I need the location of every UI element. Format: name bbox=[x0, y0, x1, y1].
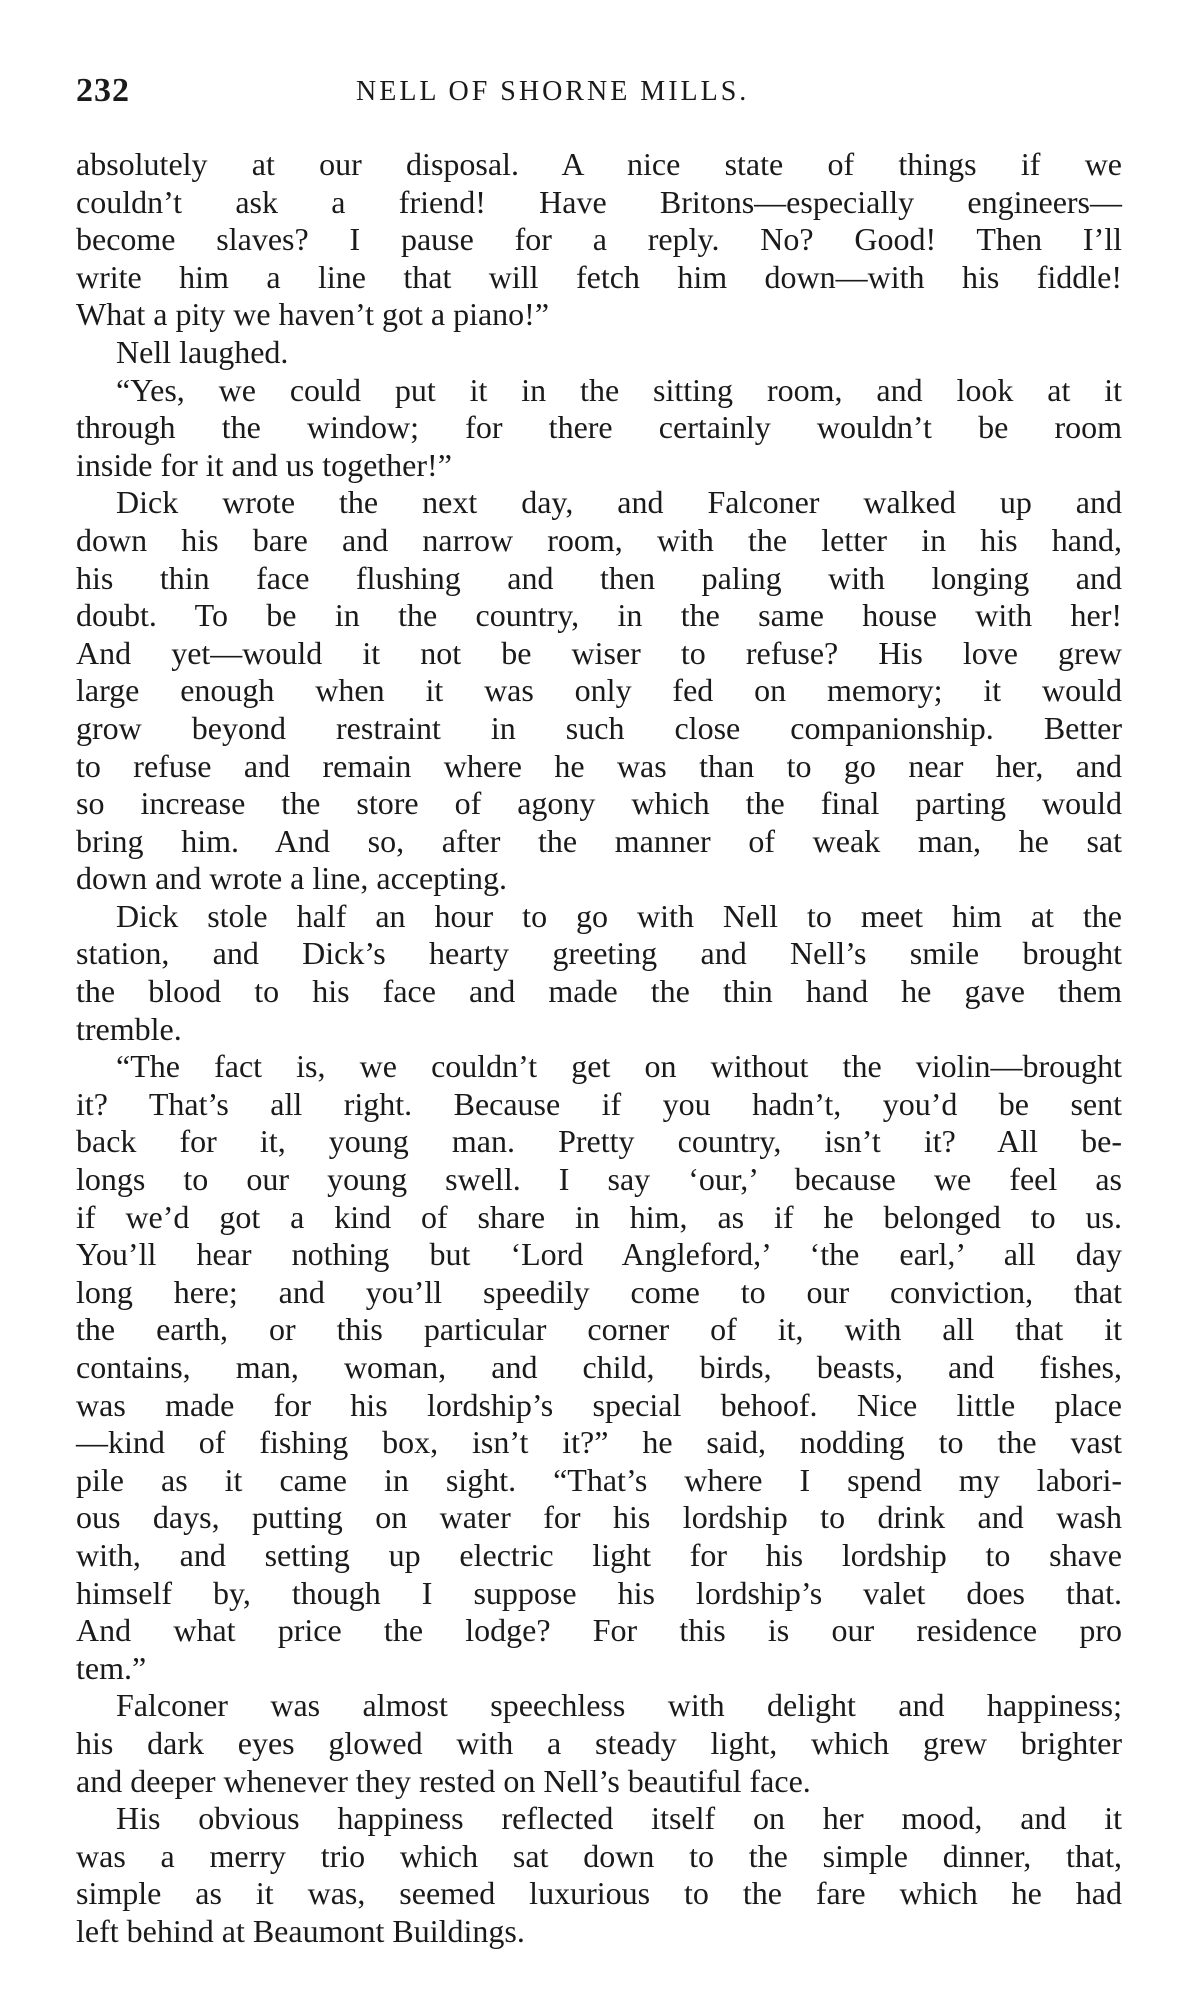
page-header bbox=[76, 72, 1122, 120]
text-line: bring him. And so, after the manner of weak man, he sat bbox=[76, 822, 1122, 859]
running-head: NELL OF SHORNE MILLS. bbox=[356, 76, 750, 107]
text-line: himself by, though I suppose his lordship’s valet does that. bbox=[76, 1574, 1122, 1611]
text-line: “Yes, we could put it in the sitting room, and look at it bbox=[116, 371, 1122, 408]
text-line: You’ll hear nothing but ‘Lord Angleford,’ ‘the earl,’ all day bbox=[76, 1236, 1122, 1273]
text-line: if we’d got a kind of share in him, as if he belonged to us. bbox=[76, 1198, 1122, 1235]
text-line: it? That’s all right. Because if you hadn’t, you’d be sent bbox=[76, 1085, 1122, 1122]
text-line: And yet—would it not be wiser to refuse? His love grew bbox=[76, 634, 1122, 671]
text-line: Dick stole half an hour to go with Nell to meet him at the bbox=[116, 897, 1122, 934]
text-line: grow beyond restraint in such close companionship. Better bbox=[76, 709, 1122, 746]
text-line: doubt. To be in the country, in the same house with her! bbox=[76, 597, 1122, 634]
text-line: become slaves? I pause for a reply. No? Good! Then I’ll bbox=[76, 221, 1122, 258]
text-line: through the window; for there certainly wouldn’t be room bbox=[76, 409, 1122, 446]
text-line: And what price the lodge? For this is our residence pro bbox=[76, 1612, 1122, 1649]
text-line: contains, man, woman, and child, birds, beasts, and fishes, bbox=[76, 1349, 1122, 1385]
text-line: his dark eyes glowed with a steady light, which grew brighter bbox=[76, 1724, 1122, 1761]
text-line: tem.” bbox=[76, 1649, 147, 1686]
text-line: —kind of fishing box, isn’t it?” he said, nodding to the vast bbox=[76, 1424, 1122, 1461]
text-line: his thin face flushing and then paling with longing and bbox=[76, 559, 1122, 596]
text-line: simple as it was, seemed luxurious to the fare which he had bbox=[76, 1875, 1122, 1912]
text-line: station, and Dick’s hearty greeting and Nell’s smile brought bbox=[76, 935, 1122, 972]
text-line: down his bare and narrow room, with the letter in his hand, bbox=[76, 521, 1122, 558]
text-line: What a pity we haven’t got a piano!” bbox=[76, 296, 550, 333]
body-text bbox=[76, 146, 1122, 1951]
text-line: and deeper whenever they rested on Nell’s beautiful face. bbox=[76, 1762, 811, 1799]
text-line: Dick wrote the next day, and Falconer walked up and bbox=[116, 484, 1122, 521]
text-line: left behind at Beaumont Buildings. bbox=[76, 1912, 525, 1949]
text-line: absolutely at our disposal. A nice state of things if we bbox=[76, 146, 1122, 182]
text-line: write him a line that will fetch him down—with his fiddle! bbox=[76, 258, 1122, 295]
text-line: Falconer was almost speechless with delight and happiness; bbox=[116, 1687, 1122, 1724]
text-line: couldn’t ask a friend! Have Britons—especially engineers— bbox=[76, 183, 1122, 220]
text-line: was a merry trio which sat down to the simple dinner, that, bbox=[76, 1837, 1122, 1874]
text-line: inside for it and us together!” bbox=[76, 446, 452, 483]
text-line: pile as it came in sight. “That’s where I spend my labori- bbox=[76, 1461, 1122, 1498]
text-line: down and wrote a line, accepting. bbox=[76, 860, 507, 897]
text-line: longs to our young swell. I say ‘our,’ because we feel as bbox=[76, 1161, 1122, 1198]
text-line: with, and setting up electric light for his lordship to shave bbox=[76, 1536, 1122, 1573]
text-line: was made for his lordship’s special behoof. Nice little place bbox=[76, 1386, 1122, 1423]
text-line: back for it, young man. Pretty country, isn’t it? All be- bbox=[76, 1123, 1122, 1160]
text-line: Nell laughed. bbox=[116, 333, 289, 370]
text-line: to refuse and remain where he was than to go near her, and bbox=[76, 747, 1122, 784]
text-line: large enough when it was only fed on memory; it would bbox=[76, 672, 1122, 709]
text-line: ous days, putting on water for his lordship to drink and wash bbox=[76, 1499, 1122, 1536]
text-line: “The fact is, we couldn’t get on without the violin—brought bbox=[116, 1048, 1122, 1085]
text-line: tremble. bbox=[76, 1010, 182, 1047]
text-line: the blood to his face and made the thin hand he gave them bbox=[76, 973, 1122, 1010]
text-line: the earth, or this particular corner of it, with all that it bbox=[76, 1311, 1122, 1348]
text-line: long here; and you’ll speedily come to our conviction, that bbox=[76, 1273, 1122, 1310]
text-line: His obvious happiness reflected itself on her mood, and it bbox=[116, 1800, 1122, 1837]
text-line: so increase the store of agony which the final parting would bbox=[76, 785, 1122, 822]
page-number: 232 bbox=[76, 72, 130, 109]
